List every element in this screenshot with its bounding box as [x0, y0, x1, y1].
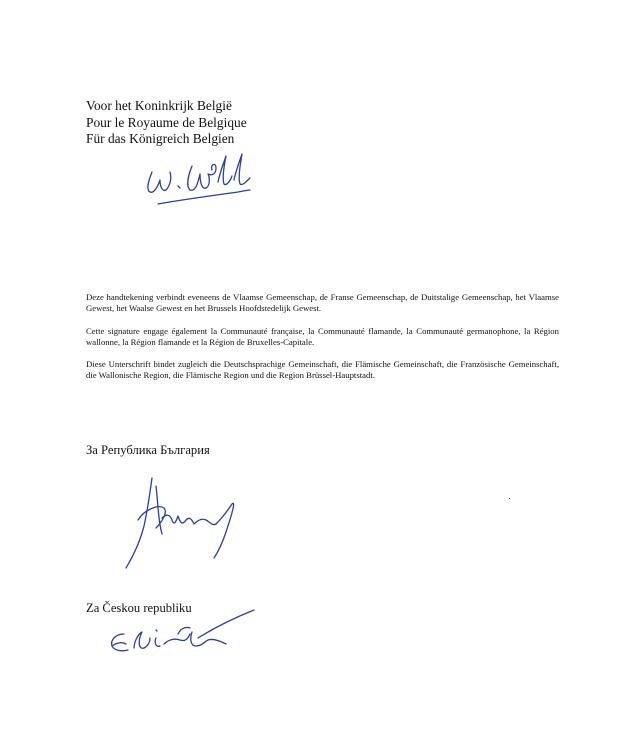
belgium-heading-dutch: Voor het Koninkrijk België — [86, 98, 232, 113]
belgium-signatory-heading — [86, 98, 247, 148]
note-german: Diese Unterschrift bindet zugleich die Deutschsprachige Gemeinschaft, die Flämische Gemeinschaft, die Französische Gemeinschaft, die Wallonische Region, die Flämische Region und die Region Brüssel-Hauptstadt. — [86, 359, 559, 380]
belgium-heading-french: Pour le Royaume de Belgique — [86, 114, 247, 130]
belgium-signature — [140, 152, 265, 214]
czech-signature — [104, 608, 264, 668]
belgium-heading-german: Für das Königreich Belgien — [86, 131, 235, 146]
bulgaria-signature — [118, 474, 248, 574]
note-dutch: Deze handtekening verbindt eveneens de Vlaamse Gemeenschap, de Franse Gemeenschap, de Duitstalige Gemeenschap, het Vlaamse Gewest, het Waalse Gewest en het Brussels Hoofdstedelijk Gewest. — [86, 292, 559, 313]
czech-signatory-heading: Za Českou republiku — [86, 601, 192, 615]
note-french: Cette signature engage également la Communauté française, la Communauté flamande, la Communauté germanophone, la Région wallonne, la Région flamande et la Région de Bruxelles-Capitale. — [86, 325, 559, 347]
bulgaria-signatory-heading: За Република България — [86, 443, 210, 457]
belgium-community-notes — [86, 292, 559, 393]
scan-speck — [509, 498, 510, 499]
